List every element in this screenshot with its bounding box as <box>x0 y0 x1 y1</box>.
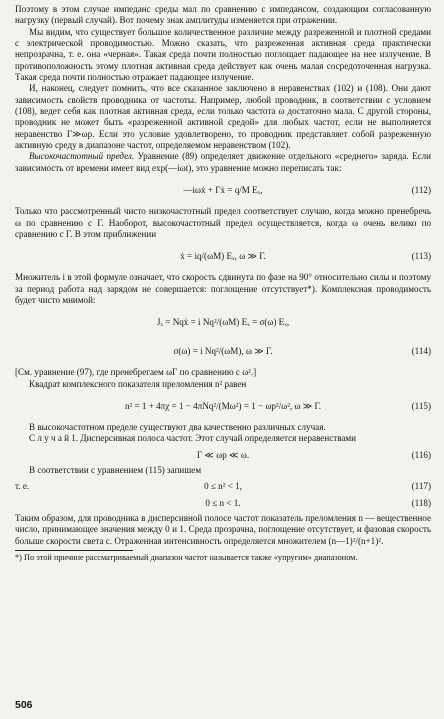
section-lead-high-frequency: Высокочастотный предел. <box>29 151 135 162</box>
paragraph-12: Таким образом, для проводника в дисперсивной полосе частот показатель преломления n — вещественное число, принимающее значения между 0 и 1. Среда прозрачна, поглощение отсутствует, и фазовая скорость больше скорости света c. Отраженная интенсивность определяется множителем (n—1)²/(n+1)². <box>15 512 431 546</box>
equation-114b-body: σ(ω) = i Nq²/(ωM), ω ≫ Г. <box>173 346 273 357</box>
paragraph-4-text: Уравнение (89) определяет движение отдельного «среднего» заряда. Если зависимость от времени имеет вид exp(—iωt), это уравнение можно переписать так: <box>15 151 431 173</box>
equation-number-114: (114) <box>411 346 431 357</box>
footnote: *) По этой причине рассматриваемый диапазон частот называется также «упругим» диапазоном. <box>15 552 358 562</box>
equation-115-body: n² = 1 + 4πχ = 1 − 4πNq²/(Mω²) = 1 − ωp²/ω², ω ≫ Г. <box>124 400 322 411</box>
equation-number-116: (116) <box>411 449 431 460</box>
equation-113 <box>15 243 431 269</box>
paragraph-3: И, наконец, следует помнить, что все сказанное заключено в неравенствах (102) и (108). Они дают зависимость свойств проводника от частоты. Например, любой проводник, в соответствии с условием (108), ведет себя как плотная активная среда, если только частота ω достаточно мала. С другой стороны, проводник не может быть «разреженной активной средой» для любых частот, если не выполняется неравенство Г≫ωp. Если это условие удовлетворено, то проводник представляет собой разреженную активную среду в диапазоне частот, определяемом неравенством (102). <box>15 83 431 151</box>
case-1-text: Этот случай определяется неравенствами <box>193 433 357 444</box>
equation-113-body: ẋ = iq/(ωM) Eₓ, ω ≫ Г. <box>180 251 266 262</box>
equation-116 <box>15 448 431 462</box>
equation-112 <box>15 177 431 203</box>
page-number: 506 <box>15 698 33 711</box>
equation-number-118: (118) <box>411 497 431 508</box>
equation-116-body: Г ≪ ωp ≪ ω. <box>196 449 250 460</box>
equation-115 <box>15 393 431 419</box>
paragraph-1: Поэтому в этом случае импеданс среды мал по сравнению с импедансом, создающим согласованную нагрузку (первый случай). Вот почему знак амплитуды изменяется при отражении. <box>15 4 431 26</box>
equation-118 <box>15 496 431 510</box>
paragraph-11: В соответствии с уравнением (115) запишем <box>29 464 202 475</box>
paragraph-9: В высокочастотном пределе существуют два качественно различных случая. <box>29 421 326 432</box>
equation-114b <box>15 338 431 364</box>
footnote-rule <box>15 550 133 551</box>
paragraph-high-frequency-limit <box>15 151 431 174</box>
equation-117 <box>15 479 431 493</box>
paragraph-case-1 <box>15 433 431 444</box>
equation-114a <box>15 309 431 335</box>
equation-number-112: (112) <box>411 185 431 196</box>
case-1-lead: С л у ч а й 1. Дисперсивная полоса частот. <box>29 433 194 444</box>
paragraph-7: [См. уравнение (97), где пренебрегаем ωГ по сравнению с ω².] <box>15 367 257 378</box>
equation-114a-body: Jₓ = Nqẋ = i Nq²/(ωM) Eₓ = σ(ω) Eₓ, <box>156 317 290 328</box>
equation-number-117: (117) <box>411 480 431 491</box>
equation-number-113: (113) <box>411 251 431 262</box>
equation-number-115: (115) <box>411 400 431 411</box>
equation-117-body: 0 ≤ n² < 1, <box>204 480 242 491</box>
paragraph-8: Квадрат комплексного показателя преломления n² равен <box>29 378 247 389</box>
equation-118-body: 0 ≤ n < 1. <box>205 497 241 508</box>
equation-117-prefix: т. е. <box>15 480 30 491</box>
paragraph-6: Множитель i в этой формуле означает, что скорость сдвинута по фазе на 90° относительно силы и поэтому за период работа над зарядом не совершается: поглощение отсутствует*). Комплексная проводимость будет чисто мнимой: <box>15 272 431 305</box>
paragraph-5: Только что рассмотренный чисто низкочастотный предел соответствует случаю, когда можно пренебречь ω по сравнению с Г. Наоборот, высокочастотный предел осуществляется, когда ω очень велико по сравнению с Г. В этом приближении <box>15 206 431 239</box>
paragraph-2: Мы видим, что существует большое количественное различие между разреженной и плотной средами с электрической проводимостью. Можно сказать, что разреженная активная среда практически непрозрачна, т. е. она «черная». Такая среда почти полностью поглощает падающее на нее излучение. В противоположность этому плотная активная среда действует как очень малая сосредоточенная нагрузка. Такая среда почти полностью отражает падающее излучение. <box>15 26 431 83</box>
equation-112-body: —iωẋ + Гẋ = q/M Eₓ, <box>183 185 263 196</box>
